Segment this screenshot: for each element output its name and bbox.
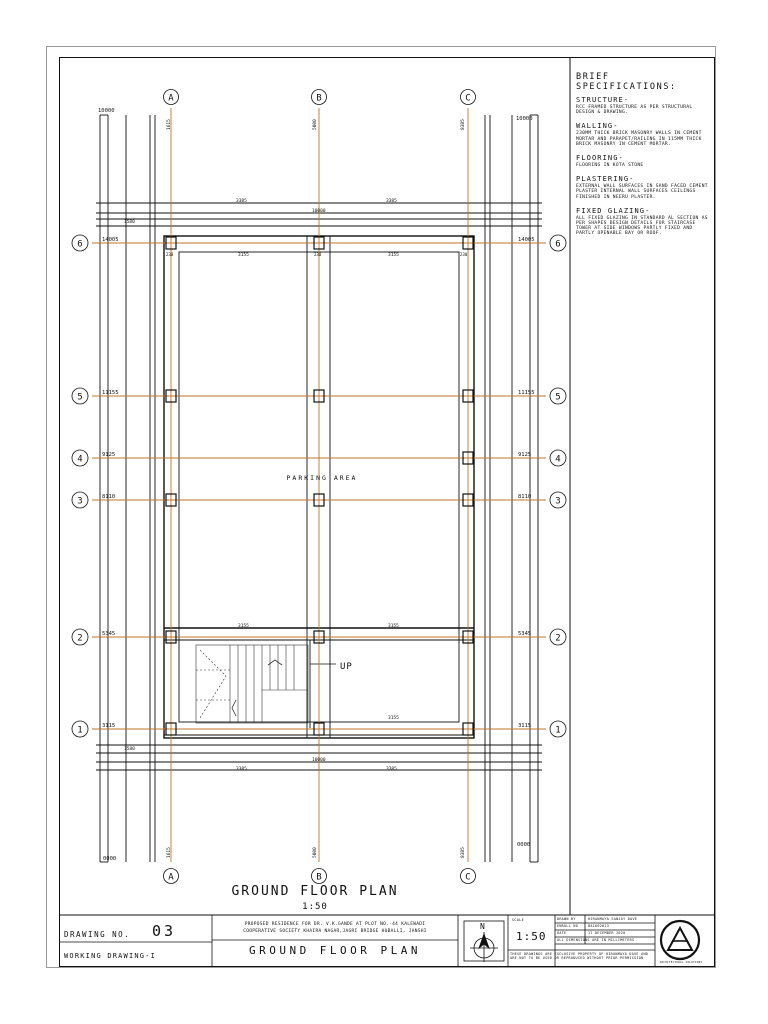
spec-heading: FLOORING- [576,154,624,163]
grid-bubble-label: 5 [77,392,83,403]
columns [166,237,473,735]
level-label-right: 5345 [518,631,532,637]
span-dim-top-right: 3385 [386,199,397,204]
level-label-right: 9125 [518,452,532,458]
project-line-1: PROPOSED RESIDENCE FOR DR. V.K.GANDE AT PLOT NO.-44 KALEWADI [244,922,426,927]
info-value: 17 DECEMBER 2020 [588,931,626,935]
grid-bubble-label: 3 [77,496,83,507]
drawing-number: 03 [152,922,177,940]
grid-bubble-label: B [316,872,322,883]
gridlines [92,108,546,862]
small-dim: 230 [314,252,322,257]
grid-bubble-label: 4 [555,454,561,465]
grid-bubble-label: 1 [555,725,561,736]
drawing-type: WORKING DRAWING-I [64,952,157,960]
logo-text: ARCHITECTURAL SOLUTIONS [659,961,703,964]
grid-bubble-label: 2 [77,633,83,644]
north-label: N [480,922,486,931]
info-label: ALL DIMENSIONS ARE IN MILLIMETERS [557,938,635,942]
grid-bubble-label: A [168,872,174,883]
col-dim-b-top: 5000 [313,119,318,130]
copyright-note: THESE DRAWINGS ARE EXCLUSIVE PROPERTY OF HIRANMAYA DAVE AND ARE NOT TO BE USED OR REPRODUCED WITHOUT PRIOR PERMISSION [510,952,649,960]
info-value: HIRANMAYA SANJAY DAVE [588,917,638,921]
level-label-right: 14005 [518,237,535,243]
span-dim-top-left: 3385 [236,199,247,204]
top-left-level: 10000 [98,108,115,114]
level-label-left: 14005 [102,237,119,243]
grid-bubble-label: 2 [555,633,561,644]
specifications-title: BRIEF SPECIFICATIONS: [576,72,677,92]
overall-width-top: 10000 [312,209,326,214]
top-right-level: 10000 [516,116,533,122]
spec-body: 230MM THICK BRICK MASONRY WALLS IN CEMENT MORTAR AND PARAPET/RAILING IN 115MM THICK BRICK MASONRY IN CEMENT MORTAR. [576,131,702,147]
col-dim-a-top: 1615 [167,119,172,130]
inner-span-top-left: 3155 [238,253,249,258]
info-value: BA1602013 [588,924,610,928]
spec-body: RCC FRAMED STRUCTURE AS PER STRUCTURAL DESIGN & DRAWING. [576,105,693,116]
project-line-2: COOPERATIVE SOCIETY KHAIRA NAGAR,JAGRI BRIDGE HUBALLI, JANSHI [243,929,427,934]
grid-bubble-label: C [465,872,471,883]
grid-bubble-label: C [465,93,471,104]
overall-width-bottom: 10000 [312,758,326,763]
grid-bubble-label: 5 [555,392,561,403]
plan-title: GROUND FLOOR PLAN [231,884,399,899]
sheet-title: GROUND FLOOR PLAN [248,944,422,957]
inner-span-stair-left: 3155 [238,624,249,629]
inner-span-stair-right: 3155 [388,624,399,629]
info-label: DRAWN BY [557,917,576,921]
grid-bubble-label: 6 [555,239,561,250]
stair-up-label: UP [340,662,353,672]
plan-scale: 1:50 [302,902,328,912]
titleblock-scale: 1:50 [516,930,547,943]
span-dim-bottom-left: 3385 [236,767,247,772]
spec-heading: WALLING- [576,122,619,131]
edge-dim-top: 1580 [124,220,135,225]
bottom-right-level: 0000 [517,842,531,848]
level-label-left: 9125 [102,452,116,458]
grid-bubble-label: B [316,93,322,104]
grid-bubble-label: 6 [77,239,83,250]
level-label-left: 3115 [102,723,116,729]
small-dim: 230 [460,252,468,257]
spec-heading: PLASTERING- [576,175,635,184]
level-label-right: 11155 [518,390,535,396]
inner-span-bottom-right: 3155 [388,716,399,721]
col-dim-c-top: 8385 [461,119,466,130]
level-label-left: 8110 [102,494,116,500]
level-label-right: 3115 [518,723,532,729]
info-label: ENROLL NO [557,924,579,928]
info-label: DATE [557,931,567,935]
grid-bubble-label: 3 [555,496,561,507]
spec-body: FLOORING IN KOTA STONE [576,163,644,169]
scale-label: SCALE [512,918,525,922]
stair-enclosure [196,645,308,723]
grid-bubble-label: 1 [77,725,83,736]
bottom-left-level: 0000 [103,856,117,862]
col-dim-b-bottom: 5000 [313,847,318,858]
room-label-parking: PARKING AREA [286,474,358,482]
small-dim: 230 [166,252,174,257]
spec-heading: STRUCTURE- [576,96,630,104]
spec-body: ALL FIXED GLAZING IN STANDARD AL SECTION AS PER SHAPES DESIGN DETAILS FOR STAIRCASE TOWER AT SIDE WINDOWS PARTLY FIXED AND PARTLY OPENABLE BAY OR ROOF. [576,215,708,237]
level-label-right: 8110 [518,494,532,500]
level-label-left: 5345 [102,631,116,637]
col-dim-c-bottom: 8385 [461,847,466,858]
spec-heading: FIXED GLAZING- [576,206,651,215]
span-dim-bottom-right: 3385 [386,767,397,772]
grid-bubble-label: 4 [77,454,83,465]
level-label-left: 11155 [102,390,119,396]
staircase [196,645,336,723]
col-dim-a-bottom: 1615 [167,847,172,858]
drawing-no-label: DRAWING NO. [64,930,131,939]
grid-bubble-label: A [168,93,174,104]
inner-span-top-right: 3155 [388,253,399,258]
edge-dim-bottom: 1580 [124,747,135,752]
spec-body: EXTERNAL WALL SURFACES IN SAND FACED CEMENT PLASTER INTERNAL WALL SURFACES CEILINGS FINISHED IN NEERU PLASTER. [576,184,708,200]
